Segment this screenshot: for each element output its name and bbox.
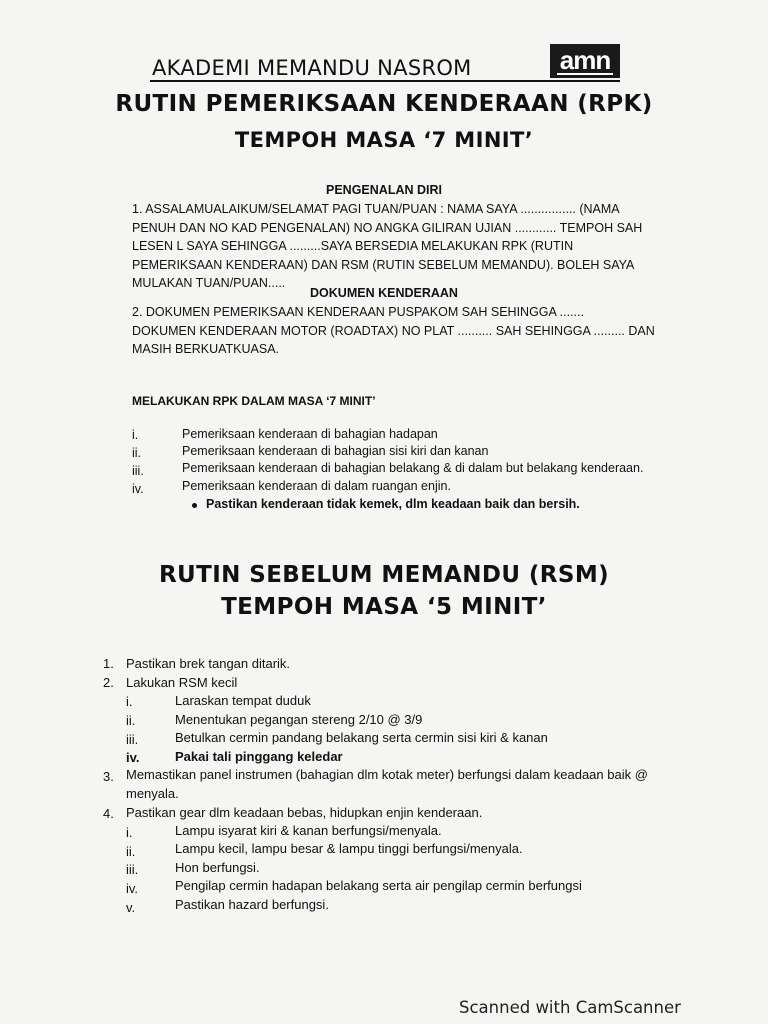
documents-line: MASIH BERKUATKUASA. [132, 342, 280, 357]
rsm-sub-text: Laraskan tempat duduk [175, 693, 311, 708]
rsm-sub-number: i. [126, 694, 133, 709]
rsm-sub-number: ii. [126, 844, 136, 859]
rsm-sub-number: iv. [126, 881, 139, 896]
rsm-sub-text: Betulkan cermin pandang belakang serta cermin sisi kiri & kanan [175, 730, 548, 745]
camscanner-watermark: Scanned with CamScanner [459, 998, 681, 1017]
academy-name: AKADEMI MEMANDU NASROM [152, 56, 472, 80]
intro-line: PENUH DAN NO KAD PENGENALAN) NO ANGKA GILIRAN UJIAN ............ TEMPOH SAH [132, 220, 643, 235]
rpk-title: RUTIN PEMERIKSAAN KENDERAAN (RPK) [115, 91, 653, 117]
rsm-step-text: Pastikan gear dlm keadaan bebas, hidupkan enjin kenderaan. [126, 805, 483, 820]
rpk-item-number: ii. [132, 446, 142, 460]
rsm-sub-text: Lampu isyarat kiri & kanan berfungsi/menyala. [175, 823, 442, 838]
academy-underline [150, 80, 620, 82]
rsm-step-number: 1. [103, 656, 114, 671]
rsm-sub-number: ii. [126, 713, 136, 728]
rsm-step-number: 2. [103, 675, 114, 690]
rsm-step-text: Lakukan RSM kecil [126, 675, 238, 690]
rsm-step-text: Memastikan panel instrumen (bahagian dlm kotak meter) berfungsi dalam keadaan baik @ [126, 767, 648, 782]
rpk-item-text: Pemeriksaan kenderaan di bahagian sisi kiri dan kanan [182, 444, 489, 458]
rpk-duration-title: TEMPOH MASA ‘7 MINIT’ [234, 128, 534, 152]
rpk-item-number: iii. [132, 464, 144, 478]
rsm-sub-text: Lampu kecil, lampu besar & lampu tinggi berfungsi/menyala. [175, 841, 523, 856]
rpk-bullet-note: Pastikan kenderaan tidak kemek, dlm keadaan baik dan bersih. [206, 497, 580, 511]
documents-line: DOKUMEN KENDERAAN MOTOR (ROADTAX) NO PLAT .......... SAH SEHINGGA ......... DAN [132, 323, 655, 338]
intro-heading: PENGENALAN DIRI [326, 183, 442, 197]
documents-heading: DOKUMEN KENDERAAN [310, 286, 458, 300]
intro-line: 1. ASSALAMUALAIKUM/SELAMAT PAGI TUAN/PUAN : NAMA SAYA ................ (NAMA [132, 202, 620, 216]
rsm-step-number: 4. [103, 806, 114, 821]
intro-paragraph [132, 200, 692, 293]
intro-line: MULAKAN TUAN/PUAN..... [132, 276, 286, 291]
rsm-sub-text: Pengilap cermin hadapan belakang serta air pengilap cermin berfungsi [175, 878, 582, 893]
bullet-icon [192, 503, 197, 508]
rpk-list-heading: MELAKUKAN RPK DALAM MASA ‘7 MINIT’ [132, 394, 376, 408]
rpk-item-text: Pemeriksaan kenderaan di dalam ruangan enjin. [182, 479, 451, 493]
intro-line: LESEN L SAYA SEHINGGA .........SAYA BERSEDIA MELAKUKAN RPK (RUTIN [132, 239, 574, 254]
rsm-duration-title: TEMPOH MASA ‘5 MINIT’ [221, 594, 547, 620]
amn-logo [550, 44, 620, 78]
documents-paragraph [132, 303, 692, 359]
rpk-item-number: i. [132, 428, 139, 442]
documents-line: 2. DOKUMEN PEMERIKSAAN KENDERAAN PUSPAKOM SAH SEHINGGA ....... [132, 305, 584, 319]
rsm-sub-text: Pastikan hazard berfungsi. [175, 897, 329, 912]
rsm-title: RUTIN SEBELUM MEMANDU (RSM) [158, 562, 610, 588]
rsm-sub-number: iv. [126, 750, 140, 765]
rsm-sub-text: Hon berfungsi. [175, 860, 260, 875]
rsm-step-number: 3. [103, 769, 114, 784]
rsm-sub-number: v. [126, 900, 136, 915]
rsm-sub-text: Pakai tali pinggang keledar [175, 749, 343, 764]
rpk-item-number: iv. [132, 482, 144, 496]
rsm-sub-number: iii. [126, 732, 139, 747]
intro-line: PEMERIKSAAN KENDERAAN) DAN RSM (RUTIN SEBELUM MEMANDU). BOLEH SAYA [132, 257, 635, 272]
logo-text: amn [557, 47, 613, 75]
rsm-sub-number: i. [126, 825, 133, 840]
rpk-item-text: Pemeriksaan kenderaan di bahagian belakang & di dalam but belakang kenderaan. [182, 461, 644, 475]
rsm-step-text: Pastikan brek tangan ditarik. [126, 656, 291, 671]
rsm-sub-number: iii. [126, 862, 139, 877]
rpk-item-text: Pemeriksaan kenderaan di bahagian hadapan [182, 427, 438, 441]
rsm-sub-text: Menentukan pegangan stereng 2/10 @ 3/9 [175, 712, 423, 727]
rsm-step-text-continued: menyala. [126, 786, 179, 801]
